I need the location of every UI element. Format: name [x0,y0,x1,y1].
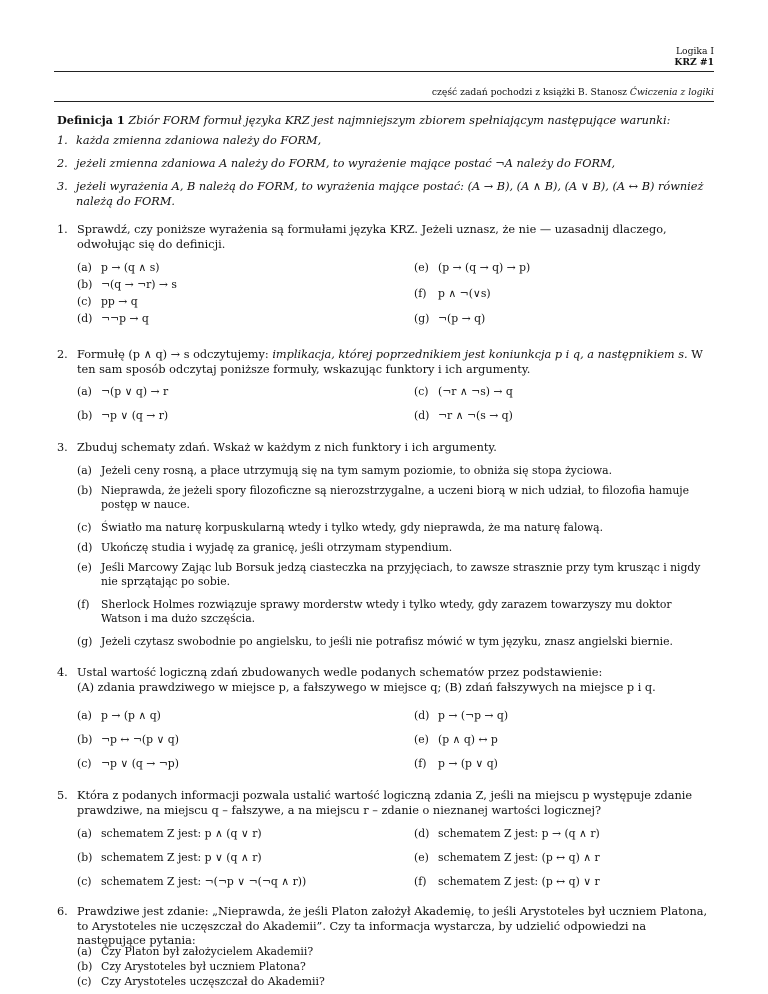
definition-intro [57,113,714,129]
list-item: (c) pp → q [77,295,138,308]
exercise-1: 1. Sprawdź, czy poniższe wyrażenia są formułami języka KRZ. Jeżeli uznasz, że nie — uzasadnij dlaczego, odwołując się do definicji. [57,223,714,252]
list-item: (e) (p ∧ q) ↔ p [414,733,498,746]
list-item: (c) (¬r ∧ ¬s) → q [414,385,513,398]
list-item: (b) schematem Z jest: p ∨ (q ∧ r) [77,851,262,864]
list-item: (f) p → (p ∨ q) [414,757,498,770]
list-item: (b) ¬p ∨ (q → r) [77,409,169,422]
exercise-4: 4. Ustal wartość logiczną zdań zbudowanych wedle podanych schematów przez podstawienie: (A) zdania prawdziwego w miejsce p, a fałszywego w miejsce q; (B) zdań fałszywych na miejsce p i q. [57,666,656,694]
source-note [432,87,714,99]
exercise-6: 6. Prawdziwe jest zdanie: „Nieprawda, że jeśli Platon założył Akademię, to jeśli Arystoteles był uczniem Platona, to Arystoteles nie uczęszczał do Akademii”. Czy ta informacja wystarcza, by udzielić odpowiedzi na następujące pytania: [57,905,708,948]
list-item: (a) ¬(p ∨ q) → r [77,385,169,398]
list-item: (b) ¬p ↔ ¬(p ∨ q) [77,733,179,746]
list-item: (g) ¬(p → q) [414,312,486,325]
header-rule [54,71,714,72]
list-item: (f) p ∧ ¬(∨s) [414,287,491,300]
list-item: (f) schematem Z jest: (p ↔ q) ∨ r [414,875,600,888]
source-book: Ćwiczenia z logiki [629,87,714,98]
definition-item: 1. każda zmienna zdaniowa należy do FORM, [57,134,322,147]
list-item: (c) schematem Z jest: ¬(¬p ∨ ¬(¬q ∧ r)) [77,875,307,888]
exercise-5: 5. Która z podanych informacji pozwala ustalić wartość logiczną zdania Z, jeśli na miejscu p występuje zdanie prawdziwe, na miejscu q – fałszywe, a na miejscu r – zdanie o nieznanej wartości logicznej? [57,789,693,817]
list-item: (e) Jeśli Marcowy Zając lub Borsuk jedzą ciasteczka na przyjęciach, to zawsze strasznie przy tym krusząc i nigdy nie sprzątając po sobie. [77,561,701,589]
exercise-2: 2. Formułę (p ∧ q) → s odczytujemy: implikacja, której poprzednikiem jest koniunkcja p i q, a następnikiem s. W ten sam sposób odczytaj poniższe formuły, wskazując funktory i ich argumenty. [57,348,703,376]
list-item: (g) Jeżeli czytasz swobodnie po angielsku, to jeśli nie potrafisz mówić w tym języku, znasz angielski biernie. [77,635,673,648]
list-item: (a) p → (q ∧ s) [77,261,160,274]
list-item: (a) Jeżeli ceny rosną, a płace utrzymują się na tym samym poziomie, to obniża się stopa życiowa. [77,464,613,477]
list-item: (e) schematem Z jest: (p ↔ q) ∧ r [414,851,600,864]
list-item: (d) schematem Z jest: p → (q ∧ r) [414,827,600,840]
list-item: (c) ¬p ∨ (q → ¬p) [77,757,179,770]
exercise-1-text: Sprawdź, czy poniższe wyrażenia są formułami języka KRZ. Jeżeli uznasz, że nie — uzasadnij dlaczego, odwołując się do definicji. [77,223,667,251]
list-item: (e) (p → (q → q) → p) [414,261,531,274]
list-item: (d) p → (¬p → q) [414,709,509,722]
definition-item: 3. jeżeli wyrażenia A, B należą do FORM, to wyrażenia mające postać: (A → B), (A ∧ B), (A ∨ B), (A ↔ B) również należą do FORM. [57,180,704,208]
list-item: (a) schematem Z jest: p ∧ (q ∨ r) [77,827,262,840]
list-item: (a) Czy Platon był założycielem Akademii? [77,945,314,958]
list-item: (c) Czy Arystoteles uczęszczał do Akademii? [77,975,325,988]
exercise-3: 3. Zbuduj schematy zdań. Wskaż w każdym z nich funktory i ich argumenty. [57,441,497,454]
list-item: (b) Nieprawda, że jeżeli spory filozoficzne są nierozstrzygalne, a uczeni biorą w nich udział, to filozofia hamuje postęp w nauce. [77,484,690,512]
course-name: Logika I [675,46,714,57]
list-item: (d) Ukończę studia i wyjadę za granicę, jeśli otrzymam stypendium. [77,541,453,554]
list-item: (f) Sherlock Holmes rozwiązuje sprawy morderstw wtedy i tylko wtedy, gdy zarazem towarzyszy mu doktor Watson i ma dużo szczęścia. [77,598,672,626]
header-rule-lower [54,101,714,102]
list-item: (b) Czy Arystoteles był uczniem Platona? [77,960,306,973]
list-item: (a) p → (p ∧ q) [77,709,161,722]
definition-label: Definicja 1 [57,113,125,127]
source-prefix: część zadań pochodzi z książki B. Stanosz [431,87,630,98]
list-item: (c) Światło ma naturę korpuskularną wtedy i tylko wtedy, gdy nieprawda, że ma naturę falową. [77,521,604,534]
definition-item: 2. jeżeli zmienna zdaniowa A należy do FORM, to wyrażenie mające postać ¬A należy do FORM, [57,157,616,170]
definition-text: Zbiór FORM formuł języka KRZ jest najmniejszym zbiorem spełniającym następujące warunki: [128,114,671,127]
sheet-code: KRZ #1 [674,57,714,68]
list-item: (b) ¬(q → ¬r) → s [77,278,177,291]
list-item: (d) ¬r ∧ ¬(s → q) [414,409,513,422]
list-item: (d) ¬¬p → q [77,312,149,325]
